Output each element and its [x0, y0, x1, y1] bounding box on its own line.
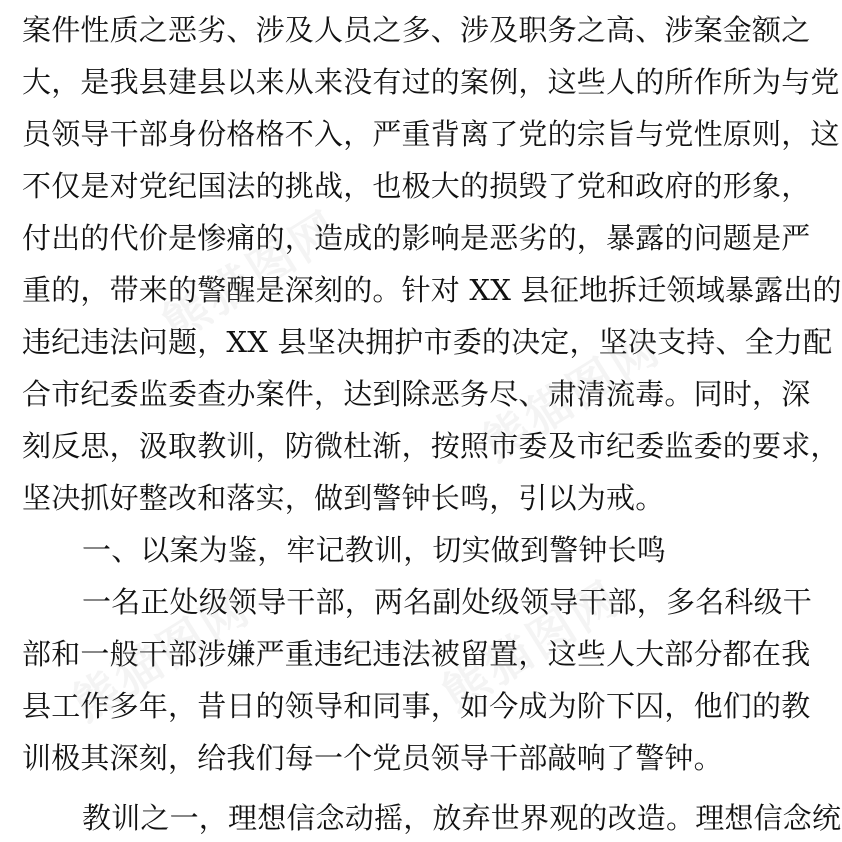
paragraph-line: 员领导干部身份格格不入，严重背离了党的宗旨与党性原则，这 [22, 117, 840, 151]
paragraph-line: 违纪违法问题，XX 县坚决拥护市委的决定，坚决支持、全力配 [22, 325, 833, 359]
paragraph-line: 合市纪委监委查办案件，达到除恶务尽、肃清流毒。同时，深 [22, 377, 811, 411]
paragraph-line: 坚决抓好整改和落实，做到警钟长鸣，引以为戒。 [22, 481, 665, 515]
watermark: 熊猫图网 [432, 569, 631, 722]
paragraph-line: 部和一般干部涉嫌严重违纪违法被留置，这些人大部分都在我 [22, 637, 811, 671]
paragraph-line: 重的，带来的警醒是深刻的。针对 XX 县征地拆迁领域暴露出的 [22, 273, 842, 307]
paragraph-line: 不仅是对党纪国法的挑战，也极大的损毁了党和政府的形象， [22, 169, 811, 203]
watermark: 熊猫图网 [62, 579, 261, 732]
paragraph-line: 付出的代价是惨痛的，造成的影响是恶劣的，暴露的问题是严 [22, 221, 811, 255]
paragraph-line: 训极其深刻，给我们每一个党员领导干部敲响了警钟。 [22, 741, 723, 775]
paragraph-line: 县工作多年，昔日的领导和同事，如今成为阶下囚，他们的教 [22, 689, 811, 723]
paragraph-line: 大，是我县建县以来从来没有过的案例，这些人的所作所为与党 [22, 65, 840, 99]
paragraph-line-partial: 教训之一，理想信念动摇，放弃世界观的改造。理想信念统 [82, 801, 842, 835]
paragraph-line: 案件性质之恶劣、涉及人员之多、涉及职务之高、涉案金额之 [22, 13, 811, 47]
section-heading: 一、以案为鉴，牢记教训，切实做到警钟长鸣 [82, 533, 667, 567]
watermark: 熊猫图网 [152, 199, 351, 352]
watermark: 熊猫图网 [472, 319, 671, 472]
paragraph-line: 刻反思，汲取教训，防微杜渐，按照市委及市纪委监委的要求， [22, 429, 840, 463]
paragraph-line: 一名正处级领导干部，两名副处级领导干部，多名科级干 [82, 585, 813, 619]
